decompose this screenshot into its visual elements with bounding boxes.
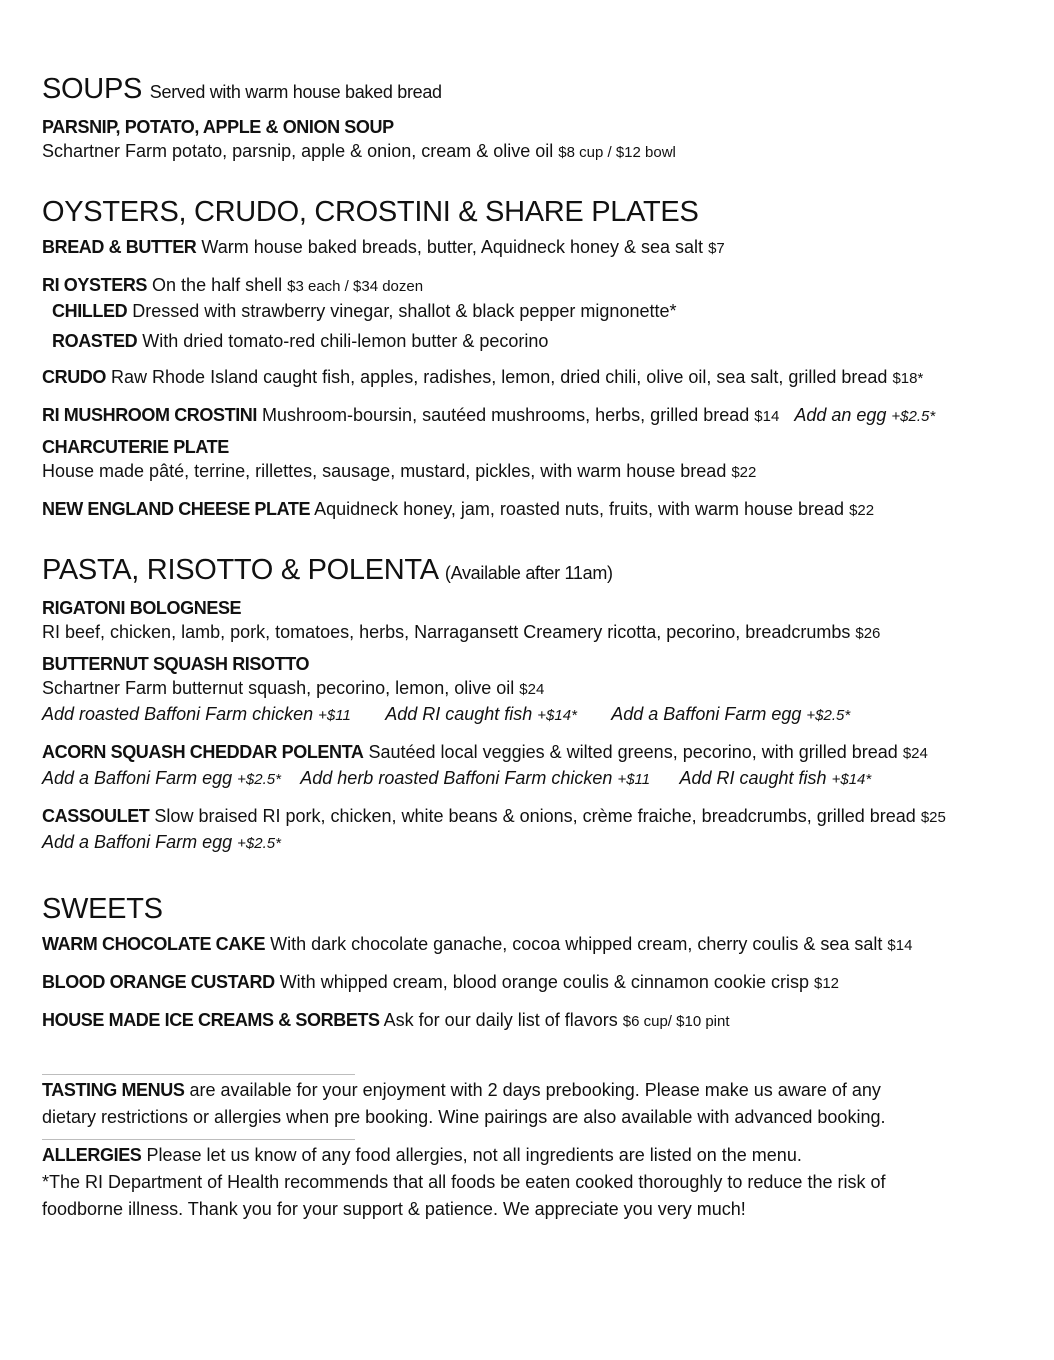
- mushroom-addon: Add an egg +$2.5*: [794, 405, 936, 425]
- tasting-menus-note-line1: TASTING MENUS are available for your enjoyment with 2 days prebooking. Please make us aware of any: [42, 1080, 881, 1100]
- soup-item-name: PARSNIP, POTATO, APPLE & ONION SOUP: [42, 117, 394, 137]
- menu-item-risotto-name: BUTTERNUT SQUASH RISOTTO: [42, 654, 310, 674]
- divider: [42, 1139, 355, 1140]
- menu-item-cheese-plate: NEW ENGLAND CHEESE PLATE Aquidneck honey, jam, roasted nuts, fruits, with warm house bread $22: [42, 499, 875, 519]
- menu-item-cassoulet: CASSOULET Slow braised RI pork, chicken, white beans & onions, crème fraiche, breadcrumbs, grilled bread $25: [42, 806, 946, 826]
- menu-item-bread: BREAD & BUTTER Warm house baked breads, butter, Aquidneck honey & sea salt $7: [42, 237, 725, 257]
- allergies-note-line3: foodborne illness. Thank you for your support & patience. We appreciate you very much!: [42, 1199, 746, 1219]
- pasta-subtitle: (Available after 11am): [444, 563, 613, 583]
- menu-item-mushroom-crostini: RI MUSHROOM CROSTINI Mushroom-boursin, sautéed mushrooms, herbs, grilled bread $14 Add an egg +$2.5*: [42, 405, 936, 425]
- menu-page: [42, 72, 1032, 1223]
- soups-section: [42, 72, 1032, 165]
- cassoulet-addons: Add a Baffoni Farm egg +$2.5*: [42, 832, 281, 852]
- soup-item-desc: Schartner Farm potato, parsnip, apple & onion, cream & olive oil $8 cup / $12 bowl: [42, 141, 676, 161]
- section-title-sweets: SWEETS: [42, 893, 163, 925]
- menu-item-risotto-desc: Schartner Farm butternut squash, pecorino, lemon, olive oil $24: [42, 678, 545, 698]
- menu-item-polenta: ACORN SQUASH CHEDDAR POLENTA Sautéed local veggies & wilted greens, pecorino, with grilled bread $24: [42, 742, 928, 762]
- sweets-section: [42, 892, 1032, 1034]
- risotto-addons: Add roasted Baffoni Farm chicken +$11 Add RI caught fish +$14* Add a Baffoni Farm egg +$2.5*: [42, 704, 851, 724]
- section-title-soups: SOUPS Served with warm house baked bread: [42, 73, 442, 105]
- sweet-item: HOUSE MADE ICE CREAMS & SORBETS Ask for our daily list of flavors $6 cup/ $10 pint: [42, 1010, 730, 1030]
- oysters-section: [42, 195, 1032, 523]
- sweet-item: WARM CHOCOLATE CAKE With dark chocolate ganache, cocoa whipped cream, cherry coulis & sea salt $14: [42, 934, 913, 954]
- allergies-note-line1: ALLERGIES Please let us know of any food allergies, not all ingredients are listed on the menu.: [42, 1145, 802, 1165]
- tasting-menus-note-line2: dietary restrictions or allergies when pre booking. Wine pairings are also available with advanced booking.: [42, 1107, 886, 1127]
- section-title-pasta: PASTA, RISOTTO & POLENTA (Available after 11am): [42, 554, 613, 586]
- menu-item-chilled: CHILLED Dressed with strawberry vinegar, shallot & black pepper mignonette*: [52, 301, 677, 321]
- sweet-item: BLOOD ORANGE CUSTARD With whipped cream, blood orange coulis & cinnamon cookie crisp $12: [42, 972, 840, 992]
- pasta-section: [42, 553, 1032, 856]
- soup-item-price: $8 cup / $12 bowl: [558, 144, 676, 161]
- divider: [42, 1074, 355, 1075]
- notes-section: [42, 1074, 1032, 1223]
- menu-item-charcuterie-name: CHARCUTERIE PLATE: [42, 437, 229, 457]
- polenta-addons: Add a Baffoni Farm egg +$2.5* Add herb roasted Baffoni Farm chicken +$11 Add RI caught fish +$14*: [42, 768, 872, 788]
- section-title-oysters: OYSTERS, CRUDO, CROSTINI & SHARE PLATES: [42, 196, 699, 228]
- menu-item-rigatoni-desc: RI beef, chicken, lamb, pork, tomatoes, herbs, Narragansett Creamery ricotta, pecorino, breadcrumbs $26: [42, 622, 881, 642]
- menu-item-charcuterie-desc: House made pâté, terrine, rillettes, sausage, mustard, pickles, with warm house bread $22: [42, 461, 757, 481]
- soups-subtitle: Served with warm house baked bread: [149, 82, 442, 102]
- menu-item-ri-oysters: RI OYSTERS On the half shell $3 each / $34 dozen: [42, 275, 424, 295]
- menu-item-roasted: ROASTED With dried tomato-red chili-lemon butter & pecorino: [52, 331, 549, 351]
- allergies-note-line2: *The RI Department of Health recommends that all foods be eaten cooked thoroughly to reduce the risk of: [42, 1172, 886, 1192]
- menu-item-rigatoni-name: RIGATONI BOLOGNESE: [42, 598, 242, 618]
- menu-item-crudo: CRUDO Raw Rhode Island caught fish, apples, radishes, lemon, dried chili, olive oil, sea salt, grilled bread $18*: [42, 367, 924, 387]
